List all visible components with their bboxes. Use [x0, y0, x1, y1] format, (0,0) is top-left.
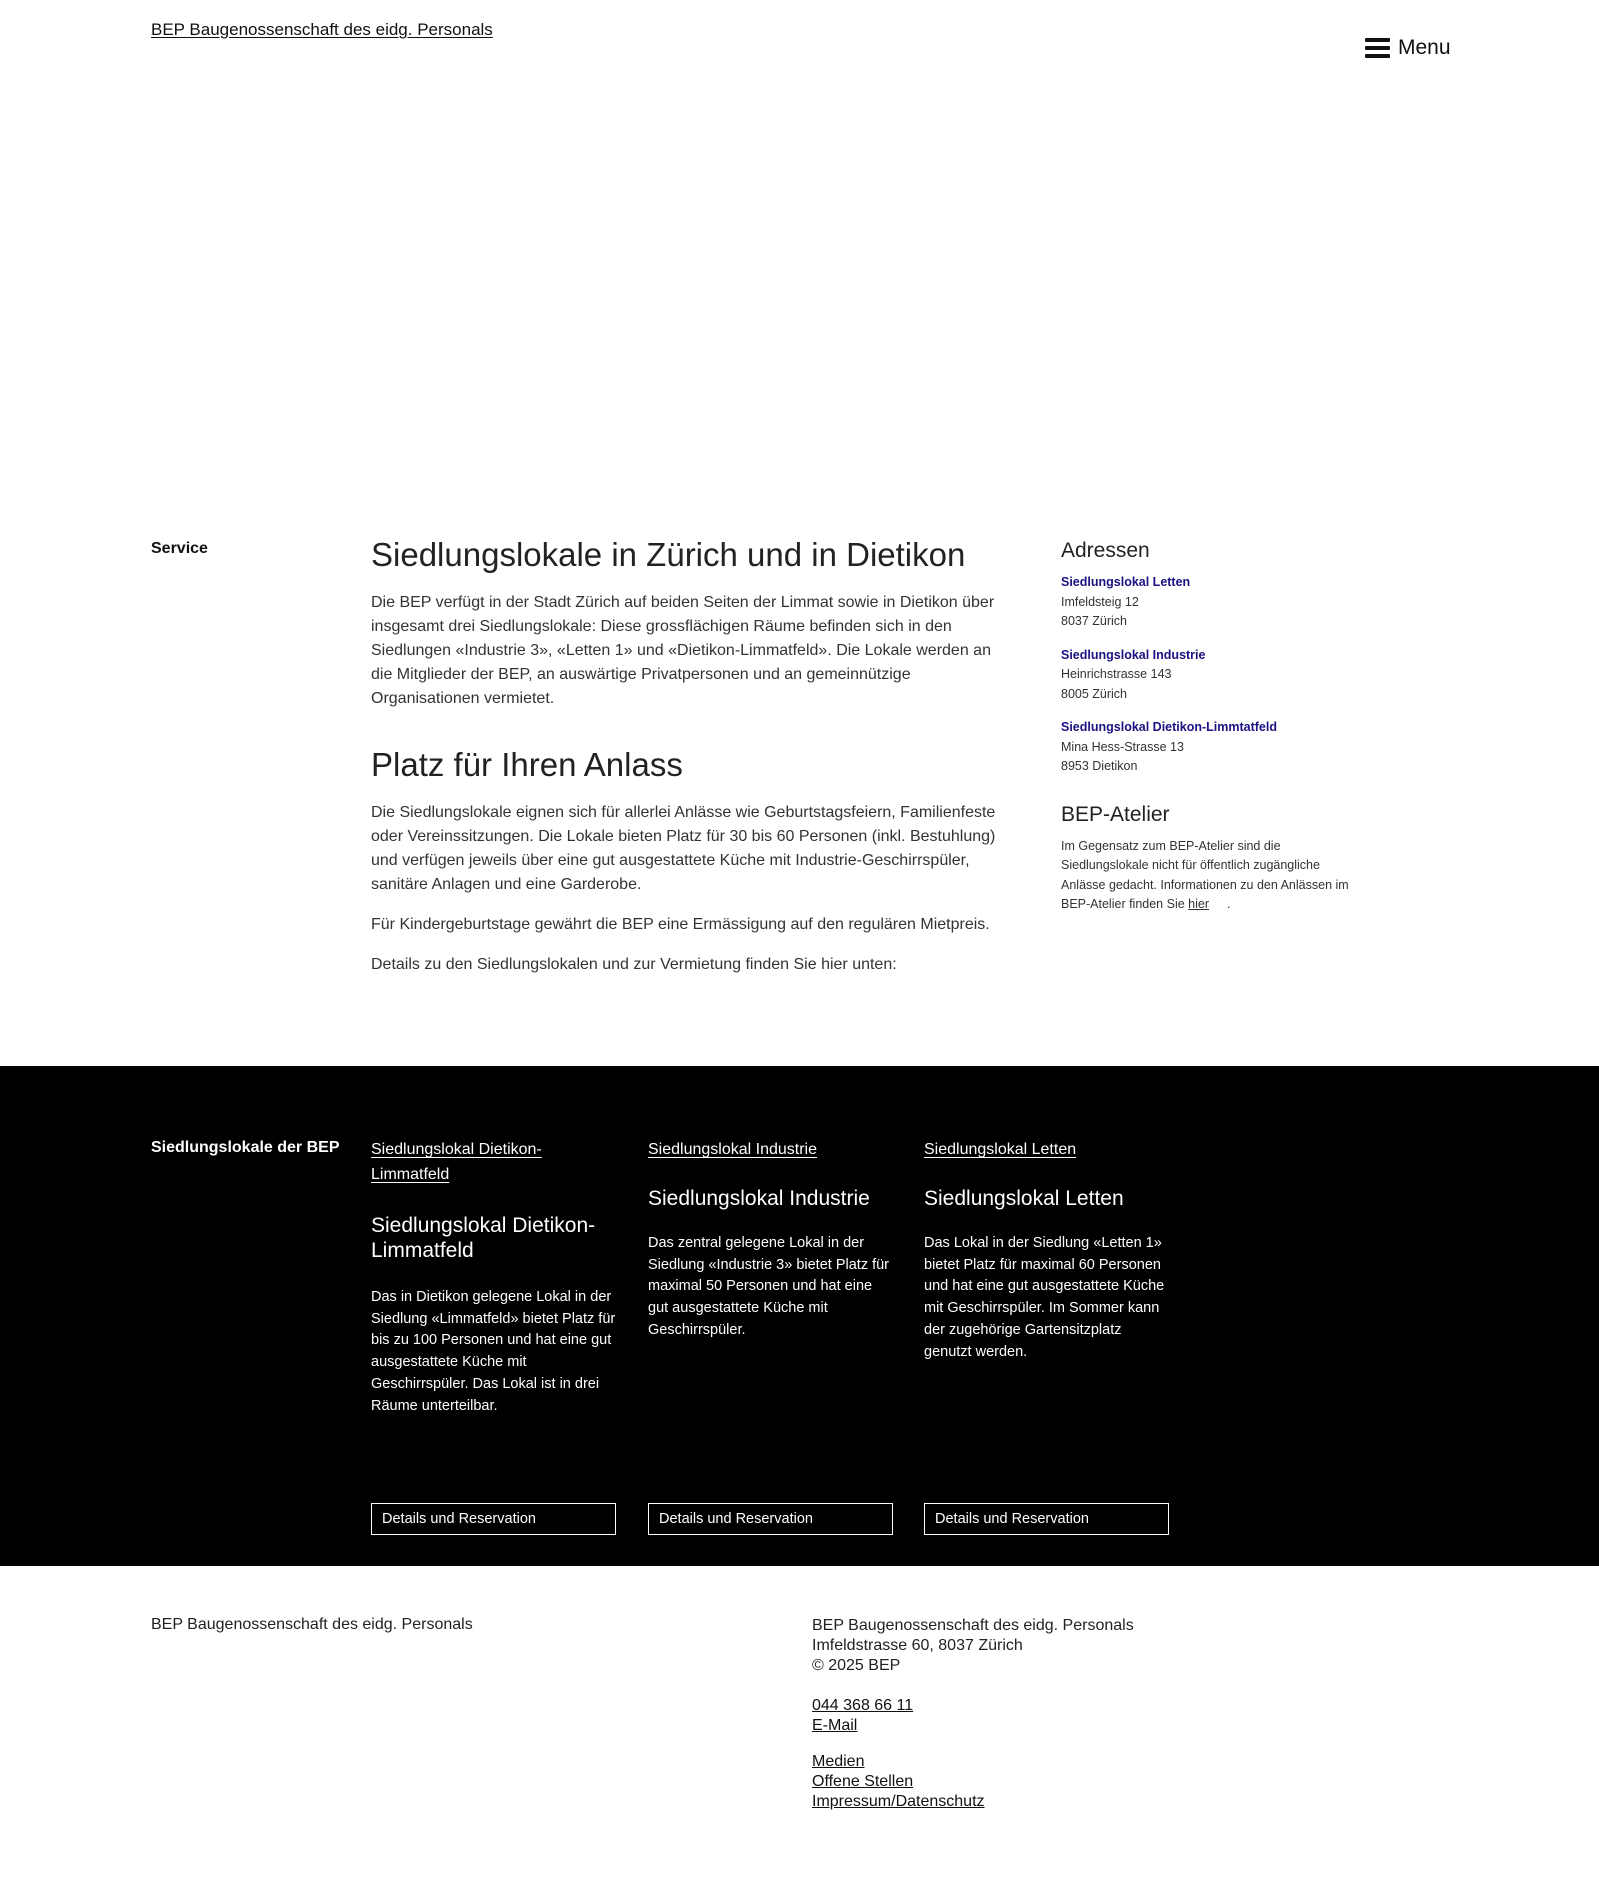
card-text: Das zentral gelegene Lokal in der Siedlung «Industrie 3» bietet Platz für maximal 50 Personen und hat eine gut ausgestattete Küche mit Geschirrspüler.: [648, 1235, 890, 1338]
locations-band: [0, 1066, 1599, 1566]
atelier-link[interactable]: hier: [1188, 897, 1210, 911]
page-title: Siedlungslokale in Zürich und in Dietikon: [371, 536, 966, 573]
footer-contact: [812, 1616, 1134, 1832]
footer-link-impressum[interactable]: Impressum/Datenschutz: [812, 1793, 985, 1810]
card-link[interactable]: Siedlungslokal Dietikon-Limmatfeld: [371, 1141, 542, 1183]
footer-email-link[interactable]: E-Mail: [812, 1717, 858, 1734]
location-card-industrie: [648, 1137, 895, 1527]
footer-contact-links: [812, 1696, 1134, 1736]
footer-copyright: © 2025 BEP: [812, 1657, 901, 1674]
location-card-dietikon: [371, 1137, 618, 1527]
footer-link-offene-stellen[interactable]: Offene Stellen: [812, 1773, 914, 1790]
card-link[interactable]: Siedlungslokal Industrie: [648, 1141, 817, 1158]
card-text: Das Lokal in der Siedlung «Letten 1» bietet Platz für maximal 60 Personen und hat eine gut ausgestattete Küche mit Geschirrspüler. Im Sommer kann der zugehörige Gartensitzplatz genutzt werden.: [924, 1235, 1165, 1360]
address-name: Siedlungslokal Dietikon-Limmtatfeld: [1061, 720, 1277, 734]
footer-nav: [812, 1752, 1134, 1812]
address-street: Mina Hess-Strasse 13: [1061, 739, 1184, 754]
footer-site-name: BEP Baugenossenschaft des eidg. Personals: [151, 1616, 473, 1633]
address-city: 8037 Zürich: [1061, 614, 1128, 628]
address-city: 8953 Dietikon: [1061, 759, 1138, 773]
address-street: Heinrichstrasse 143: [1061, 667, 1172, 681]
card-title: Siedlungslokal Dietikon-Limmatfeld: [371, 1214, 596, 1262]
menu-label: Menu: [1398, 36, 1451, 59]
atelier-text: [1061, 837, 1351, 915]
footer-org: BEP Baugenossenschaft des eidg. Personals: [812, 1617, 1134, 1634]
menu-button[interactable]: [1365, 36, 1451, 60]
sidebar: [1061, 539, 1351, 915]
main-content: [371, 535, 1011, 993]
intro-paragraph: Die BEP verfügt in der Stadt Zürich auf beiden Seiten der Limmat sowie in Dietikon über insgesamt drei Siedlungslokale: Diese grossflächigen Räume befinden sich in den Siedlungen «Industrie 3», «Letten 1» und «Dietikon-Limmatfeld». Die Lokale werden an die Mitglieder der BEP, an auswärtige Privatpersonen und an gemeinnützige Organisationen vermietet.: [371, 594, 995, 707]
card-title: Siedlungslokal Industrie: [648, 1187, 870, 1210]
details-reservation-button[interactable]: Details und Reservation: [924, 1503, 1169, 1535]
details-reservation-button[interactable]: Details und Reservation: [648, 1503, 893, 1535]
address-block: [1061, 646, 1351, 705]
address-name: Siedlungslokal Industrie: [1061, 647, 1206, 662]
card-title: Siedlungslokal Letten: [924, 1187, 1124, 1210]
address-block: [1061, 573, 1351, 632]
address-street: Imfeldsteig 12: [1061, 594, 1139, 609]
footer-address-block: [812, 1616, 1134, 1676]
section-label: Service: [151, 540, 208, 557]
location-card-letten: [924, 1137, 1171, 1527]
atelier-period: .: [1227, 897, 1231, 911]
footer-phone-link[interactable]: 044 368 66 11: [812, 1697, 914, 1714]
body-paragraph: Details zu den Siedlungslokalen und zur Vermietung finden Sie hier unten:: [371, 956, 897, 973]
band-label: Siedlungslokale der BEP: [151, 1139, 340, 1156]
address-block: [1061, 718, 1351, 777]
details-reservation-button[interactable]: Details und Reservation: [371, 1503, 616, 1535]
address-name: Siedlungslokal Letten: [1061, 575, 1191, 589]
atelier-title: BEP-Atelier: [1061, 802, 1170, 826]
section-heading: Platz für Ihren Anlass: [371, 746, 683, 783]
atelier-description: Im Gegensatz zum BEP-Atelier sind die Siedlungslokale nicht für öffentlich zugängliche Anlässe gedacht. Informationen zu den Anlässen im BEP-Atelier finden Sie: [1061, 838, 1349, 911]
footer-link-medien[interactable]: Medien: [812, 1753, 865, 1770]
footer-address: Imfeldstrasse 60, 8037 Zürich: [812, 1637, 1023, 1654]
card-link[interactable]: Siedlungslokal Letten: [924, 1141, 1077, 1158]
site-logo-link[interactable]: BEP Baugenossenschaft des eidg. Personals: [151, 20, 493, 39]
addresses-title: Adressen: [1061, 539, 1150, 562]
hamburger-icon: [1365, 38, 1390, 58]
body-paragraph: Für Kindergeburtstage gewährt die BEP eine Ermässigung auf den regulären Mietpreis.: [371, 916, 990, 933]
card-text: Das in Dietikon gelegene Lokal in der Siedlung «Limmatfeld» bietet Platz für bis zu 100 Personen und hat eine gut ausgestattete Küche mit Geschirrspüler. Das Lokal ist in drei Räume unterteilbar.: [371, 1289, 616, 1414]
body-paragraph: Die Siedlungslokale eignen sich für allerlei Anlässe wie Geburtstagsfeiern, Familienfeste oder Vereinssitzungen. Die Lokale bieten Platz für 30 bis 60 Personen (inkl. Bestuhlung) und verfügen jeweils über eine gut ausgestattete Küche mit Industrie-Geschirrspüler, sanitäre Anlagen und eine Garderobe.: [371, 804, 996, 893]
address-city: 8005 Zürich: [1061, 686, 1128, 701]
